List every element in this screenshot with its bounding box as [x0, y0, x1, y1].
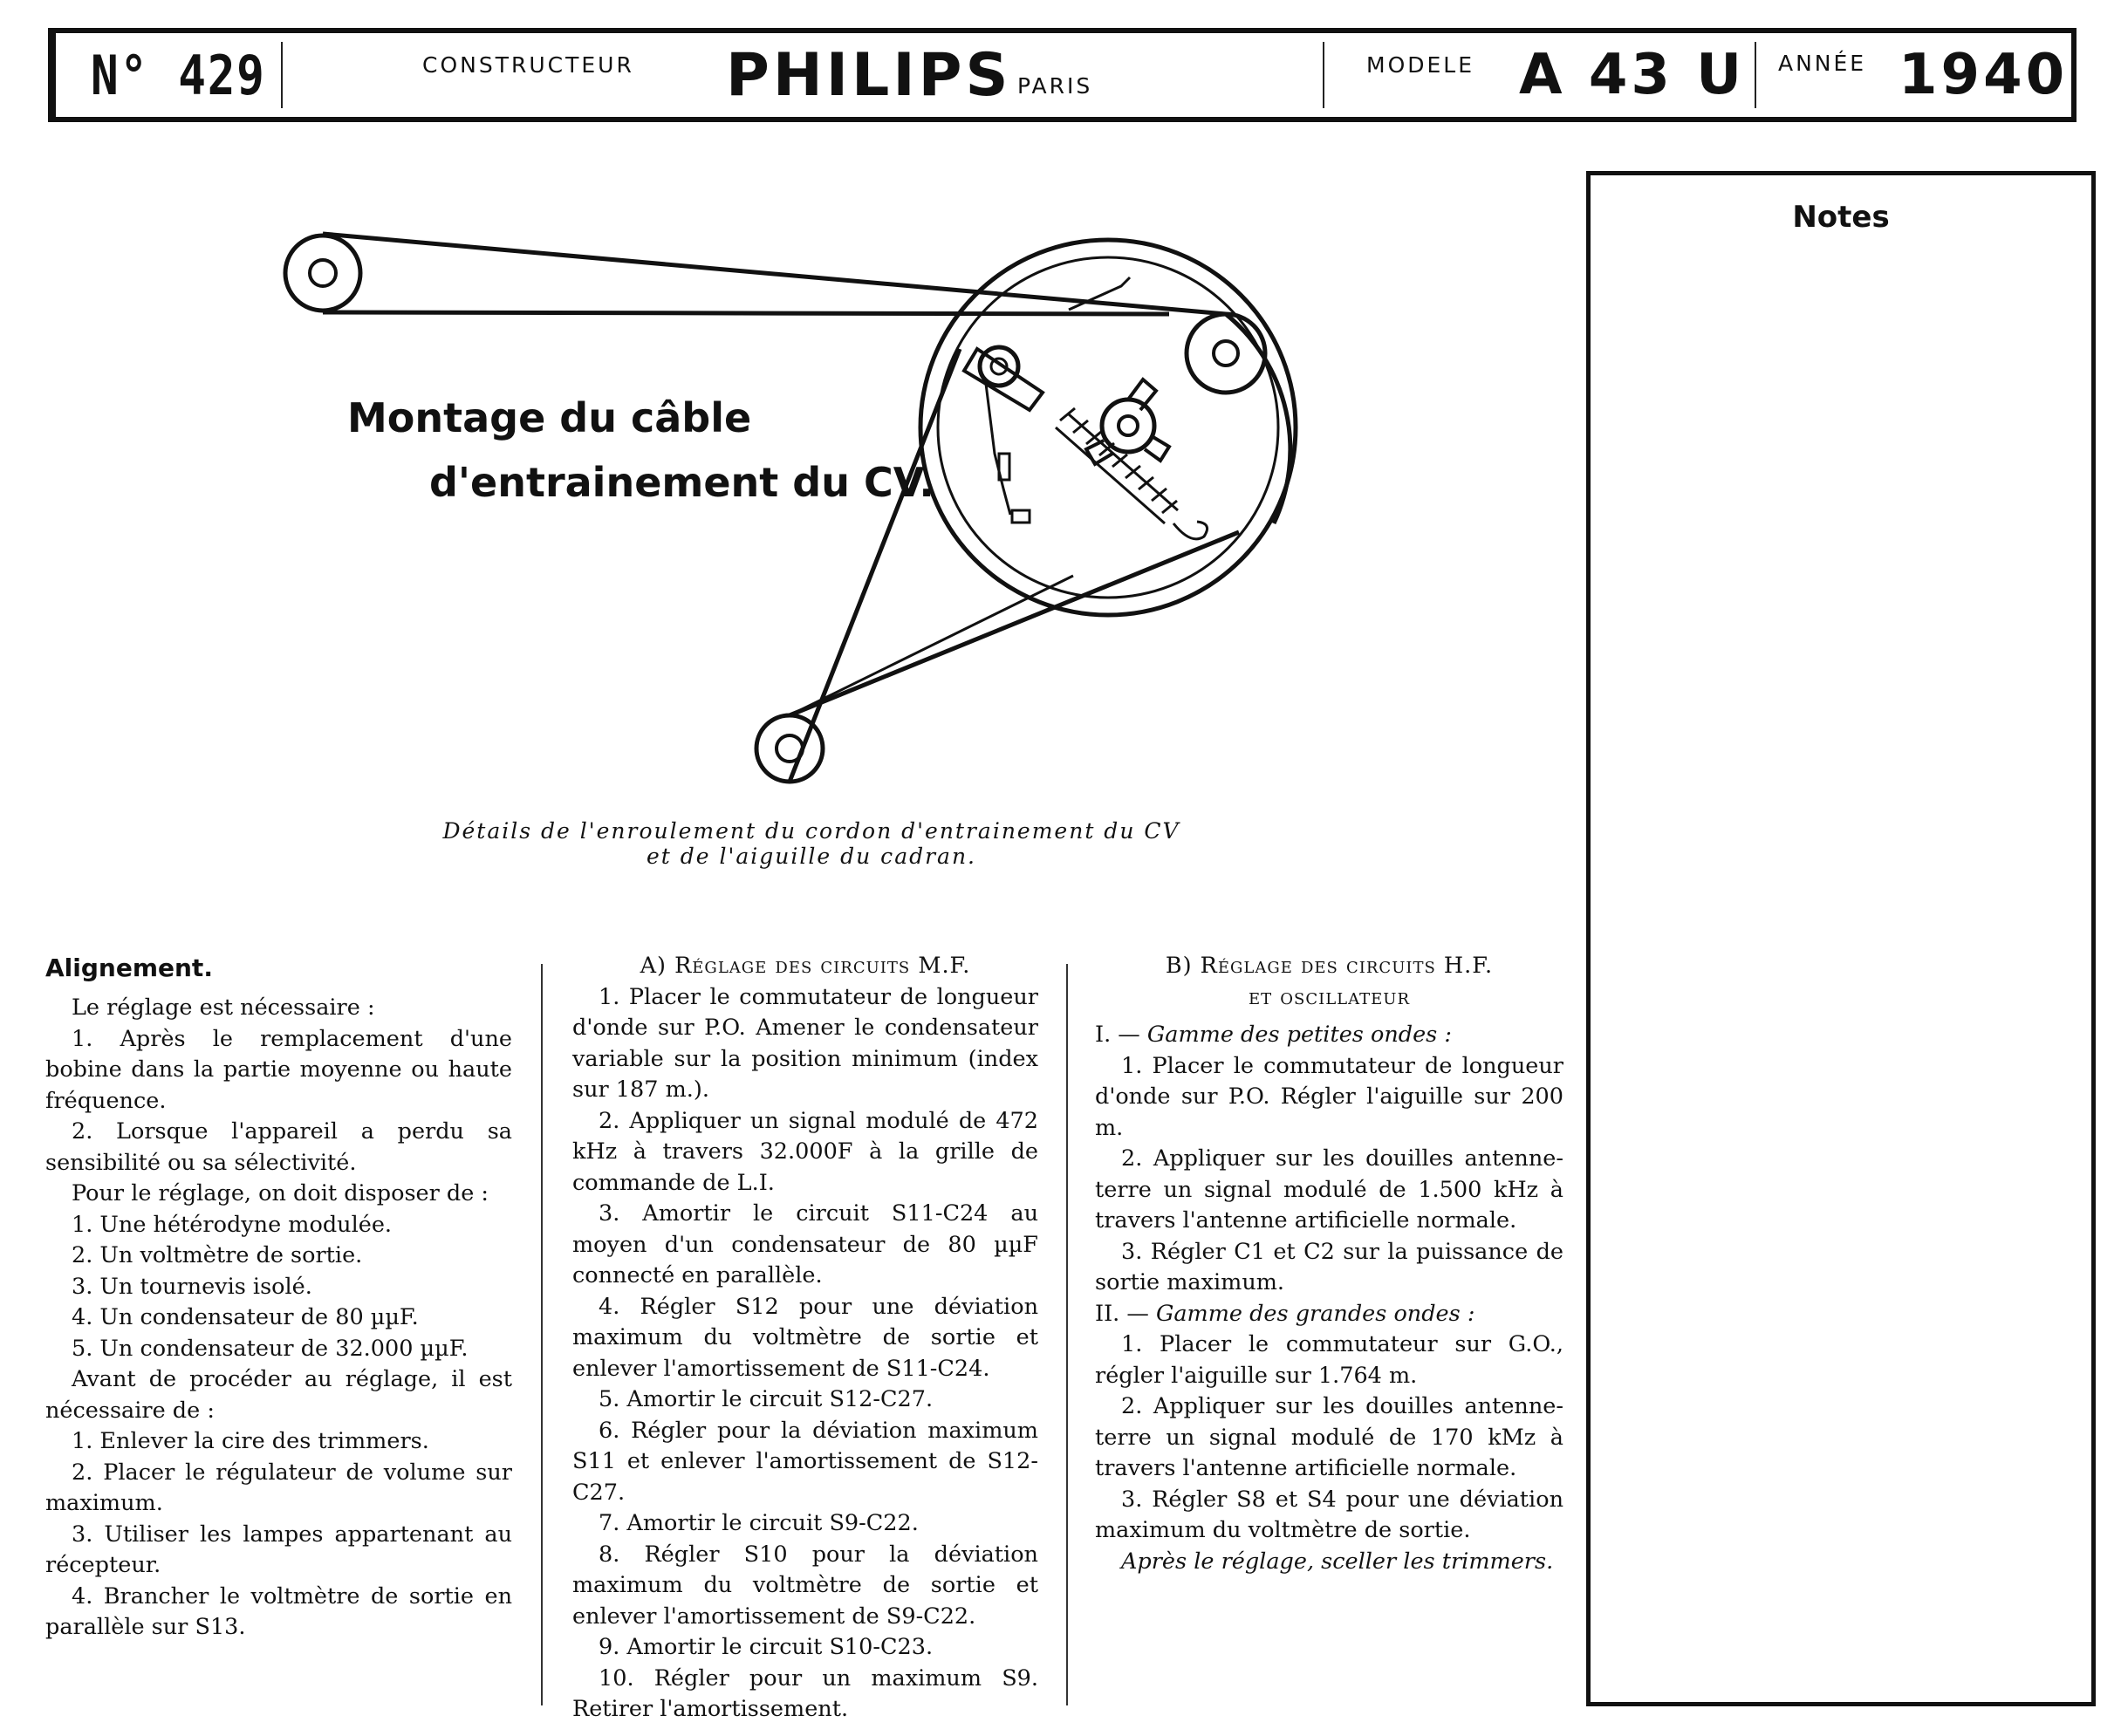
pulley-right: [1187, 314, 1265, 393]
paragraph: Pour le réglage, on doit disposer de :: [72, 1180, 489, 1206]
figure-title-line2: d'entrainement du CV.: [429, 459, 934, 506]
year: 1940: [1899, 43, 2069, 107]
notes-panel: [1586, 171, 2096, 1706]
list-item: 8. Régler S10 pour la déviation maximum du voltmètre de sortie et enlever l'amortissement de S9-C22.: [572, 1541, 1038, 1630]
list-item: 2. Un voltmètre de sortie.: [72, 1242, 363, 1268]
list-item: 3. Régler C1 et C2 sur la puissance de sortie maximum.: [1095, 1238, 1563, 1295]
caption-line2: et de l'aiguille du cadran.: [647, 844, 976, 869]
section-heading-mf: A) Réglage des circuits M.F.: [640, 953, 971, 979]
subsection-heading: [1095, 1299, 1563, 1330]
list-item: 3. Un tournevis isolé.: [72, 1273, 312, 1300]
list-item: 1. Une hétérodyne modulée.: [72, 1211, 393, 1238]
city-label: PARIS: [1017, 72, 1093, 99]
list-item: 5. Un condensateur de 32.000 µµF.: [72, 1335, 469, 1362]
figure-caption: [375, 818, 1248, 869]
column-divider: [1066, 964, 1068, 1705]
list-item: 1. Enlever la cire des trimmers.: [72, 1428, 429, 1454]
cable-diag-2: [790, 349, 960, 782]
paragraph: Le réglage est nécessaire :: [72, 994, 375, 1021]
center-hub: [1102, 400, 1154, 452]
list-item: 5. Amortir le circuit S12-C27.: [599, 1386, 934, 1412]
list-item: 4. Brancher le voltmètre de sortie en parallèle sur S13.: [45, 1582, 512, 1640]
section-heading-hf: B) Réglage des circuits H.F.: [1165, 953, 1494, 979]
paragraph: 1. Après le remplacement d'une bobine dans la partie moyenne ou haute fréquence.: [45, 1025, 512, 1114]
list-item: 3. Amortir le circuit S11-C24 au moyen d'un condensateur de 80 µµF connecté en parallèle.: [572, 1200, 1038, 1288]
list-item: 2. Appliquer sur les douilles antenne-terre un signal modulé de 1.500 kHz à travers l'antenne artificielle normale.: [1095, 1145, 1563, 1234]
list-item: 2. Appliquer un signal modulé de 472 kHz à travers 32.000F à la grille de commande de L.I.: [572, 1107, 1038, 1196]
paragraph: 2. Lorsque l'appareil a perdu sa sensibilité ou sa sélectivité.: [45, 1118, 512, 1176]
list-item: 3. Utiliser les lampes appartenant au récepteur.: [45, 1521, 512, 1578]
column-divider: [541, 964, 543, 1705]
annee-label: ANNÉE: [1778, 50, 1867, 76]
notes-title: Notes: [1792, 200, 1890, 235]
caption-line1: Détails de l'enroulement du cordon d'entrainement du CV: [442, 818, 1180, 844]
brand-name: PHILIPS: [726, 40, 1012, 110]
subsection-number: II. —: [1095, 1300, 1149, 1327]
drum-circle: [920, 240, 1296, 615]
hf-alignment-column: [1095, 951, 1563, 1577]
list-item: 9. Amortir le circuit S10-C23.: [599, 1634, 934, 1660]
tension-spring: [1056, 408, 1208, 539]
subsection-title: Gamme des grandes ondes :: [1155, 1300, 1475, 1327]
sheet-number: N° 429: [91, 43, 266, 107]
list-item: 1. Placer le commutateur de longueur d'onde sur P.O. Régler l'aiguille sur 200 m.: [1095, 1052, 1563, 1141]
list-item: 4. Régler S12 pour une déviation maximum du voltmètre de sortie et enlever l'amortissement de S11-C24.: [572, 1293, 1038, 1382]
list-item: 1. Placer le commutateur sur G.O., régler l'aiguille sur 1.764 m.: [1095, 1331, 1563, 1389]
list-item: 3. Régler S8 et S4 pour une déviation maximum du voltmètre de sortie.: [1095, 1486, 1563, 1543]
alignment-heading: Alignement.: [45, 953, 213, 982]
cable-lower: [323, 312, 1169, 314]
modele-label: MODELE: [1366, 51, 1475, 78]
pulley-top-left: [285, 236, 360, 311]
list-item: 6. Régler pour la déviation maximum S11 et enlever l'amortissement de S12-C27.: [572, 1417, 1038, 1506]
list-item: 2. Placer le régulateur de volume sur maximum.: [45, 1459, 512, 1516]
list-item: 1. Placer le commutateur de longueur d'onde sur P.O. Amener le condensateur variable sur la position minimum (index sur 187 m.).: [572, 983, 1038, 1103]
model-name: A 43 U: [1519, 43, 1746, 107]
figure-title-line1: Montage du câble: [347, 394, 752, 441]
list-item: 2. Appliquer sur les douilles antenne-terre un signal modulé de 170 kMz à travers l'antenne artificielle normale.: [1095, 1393, 1563, 1481]
list-item: 10. Régler pour un maximum S9. Retirer l'amortissement.: [572, 1664, 1038, 1722]
alignment-column: [45, 951, 512, 1644]
drum-inner-rim: [938, 257, 1278, 598]
closing-note: Après le réglage, sceller les trimmers.: [1121, 1548, 1554, 1575]
cable-top: [323, 234, 1226, 314]
section-heading-hf-line2: et oscillateur: [1248, 983, 1410, 1010]
list-item: 7. Amortir le circuit S9-C22.: [599, 1510, 919, 1536]
cable-diag-1: [790, 532, 1239, 715]
mf-alignment-column: [572, 951, 1038, 1726]
list-item: 4. Un condensateur de 80 µµF.: [72, 1304, 419, 1330]
subsection-number: I. —: [1095, 1022, 1140, 1048]
subsection-title: Gamme des petites ondes :: [1146, 1022, 1452, 1048]
paragraph: Avant de procéder au réglage, il est nécessaire de :: [45, 1366, 512, 1424]
subsection-heading: [1095, 1020, 1563, 1051]
constructeur-label: CONSTRUCTEUR: [422, 51, 634, 78]
